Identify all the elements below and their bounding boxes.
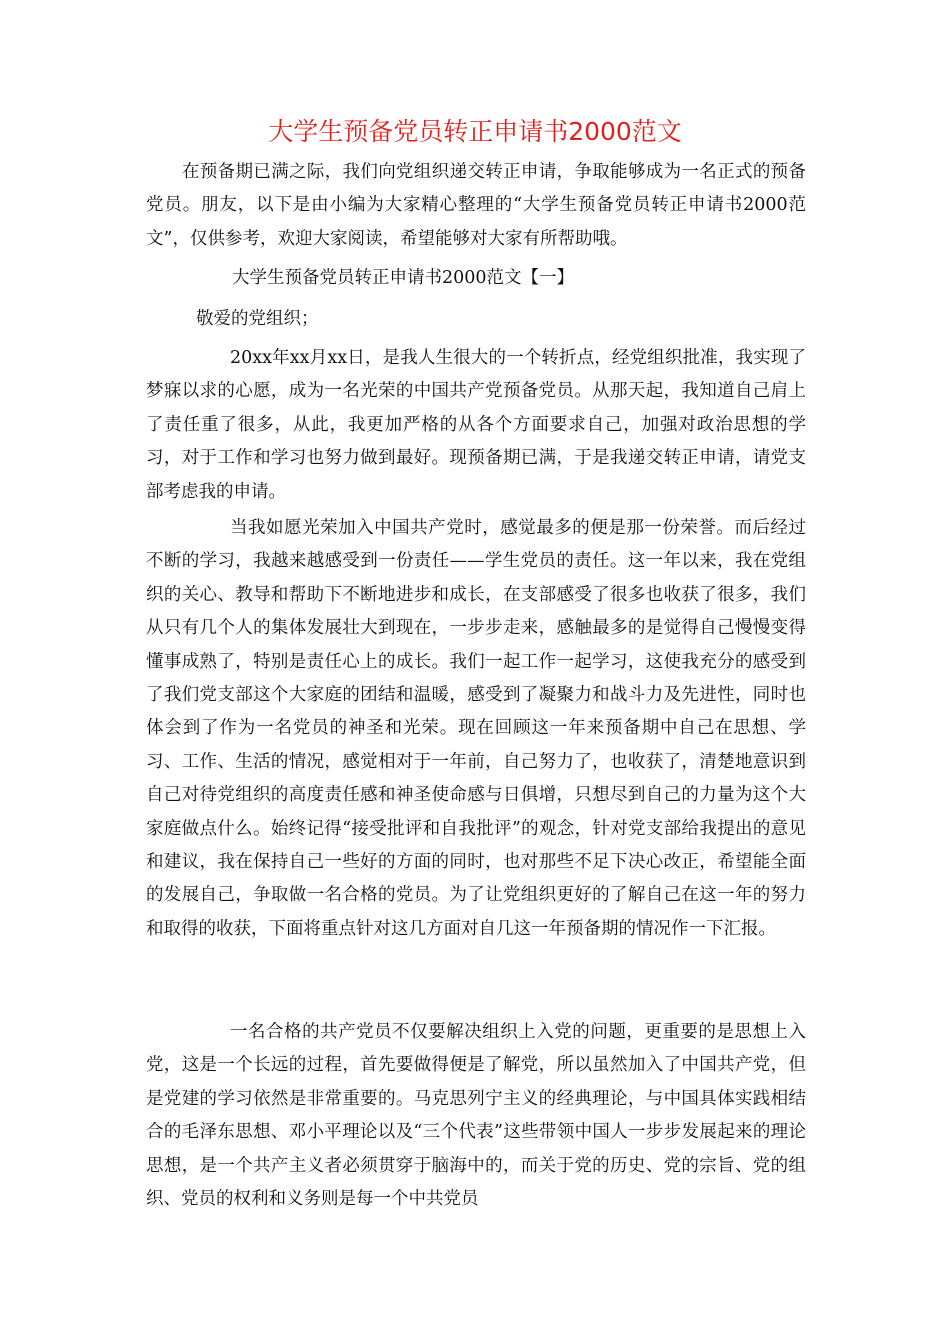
body-paragraph-3: 一名合格的共产党员不仅要解决组织上入党的问题，更重要的是思想上入党，这是一个长远的过程，首先要做得便是了解党，所以虽然加入了中国共产党，但是党建的学习依然是非常重要的。马克思列宁主义的经典理论，与中国具体实践相结合的毛泽东思想、邓小平理论以及“三个代表”这些带领中国人一步步发展起来的理论思想，是一个共产主义者必须贯穿于脑海中的，而关于党的历史、党的宗旨、党的组织、党员的权利和义务则是每一个中共党员 [146,1022,806,1210]
salutation: 敬爱的党组织； [196,309,319,329]
body-paragraph-2: 当我如愿光荣加入中国共产党时，感觉最多的便是那一份荣誉。而后经过不断的学习，我越来越感受到一份责任——学生党员的责任。这一年以来，我在党组织的关心、教导和帮助下不断地进步和成长，在支部感受了很多也收获了很多，我们从只有几个人的集体发展壮大到现在，一步步走来，感触最多的是觉得自己慢慢变得懂事成熟了，特别是责任心上的成长。我们一起工作一起学习，这使我充分的感受到了我们党支部这个大家庭的团结和温暖，感受到了凝聚力和战斗力及先进性，同时也体会到了作为一名党员的神圣和光荣。现在回顾这一年来预备期中自己在思想、学习、工作、生活的情况，感觉相对于一年前，自己努力了，也收获了，清楚地意识到自己对待党组织的高度责任感和神圣使命感与日俱增，只想尽到自己的力量为这个大家庭做点什么。始终记得“接受批评和自我批评”的观念，针对党支部给我提出的意见和建议，我在保持自己一些好的方面的同时，也对那些不足下决心改正，希望能全面的发展自己，争取做一名合格的党员。为了让党组织更好的了解自己在这一年的努力和取得的收获，下面将重点针对这几方面对自几这一年预备期的情况作一下汇报。 [146,518,806,939]
intro-paragraph: 在预备期已满之际，我们向党组织递交转正申请，争取能够成为一名正式的预备党员。朋友，以下是由小编为大家精心整理的“大学生预备党员转正申请书2000范文”，仅供参考，欢迎大家阅读，希望能够对大家有所帮助哦。 [146,162,806,249]
section-subtitle: 大学生预备党员转正申请书2000范文【一】 [232,268,575,288]
document-title: 大学生预备党员转正申请书2000范文 [268,117,682,146]
body-paragraph-1: 20xx年xx月xx日，是我人生很大的一个转折点，经党组织批准，我实现了梦寐以求的心愿，成为一名光荣的中国共产党预备党员。从那天起，我知道自己肩上了责任重了很多，从此，我更加严格的从各个方面要求自己，加强对政治思想的学习，对于工作和学习也努力做到最好。现预备期已满，于是我递交转正申请，请党支部考虑我的申请。 [146,348,806,502]
